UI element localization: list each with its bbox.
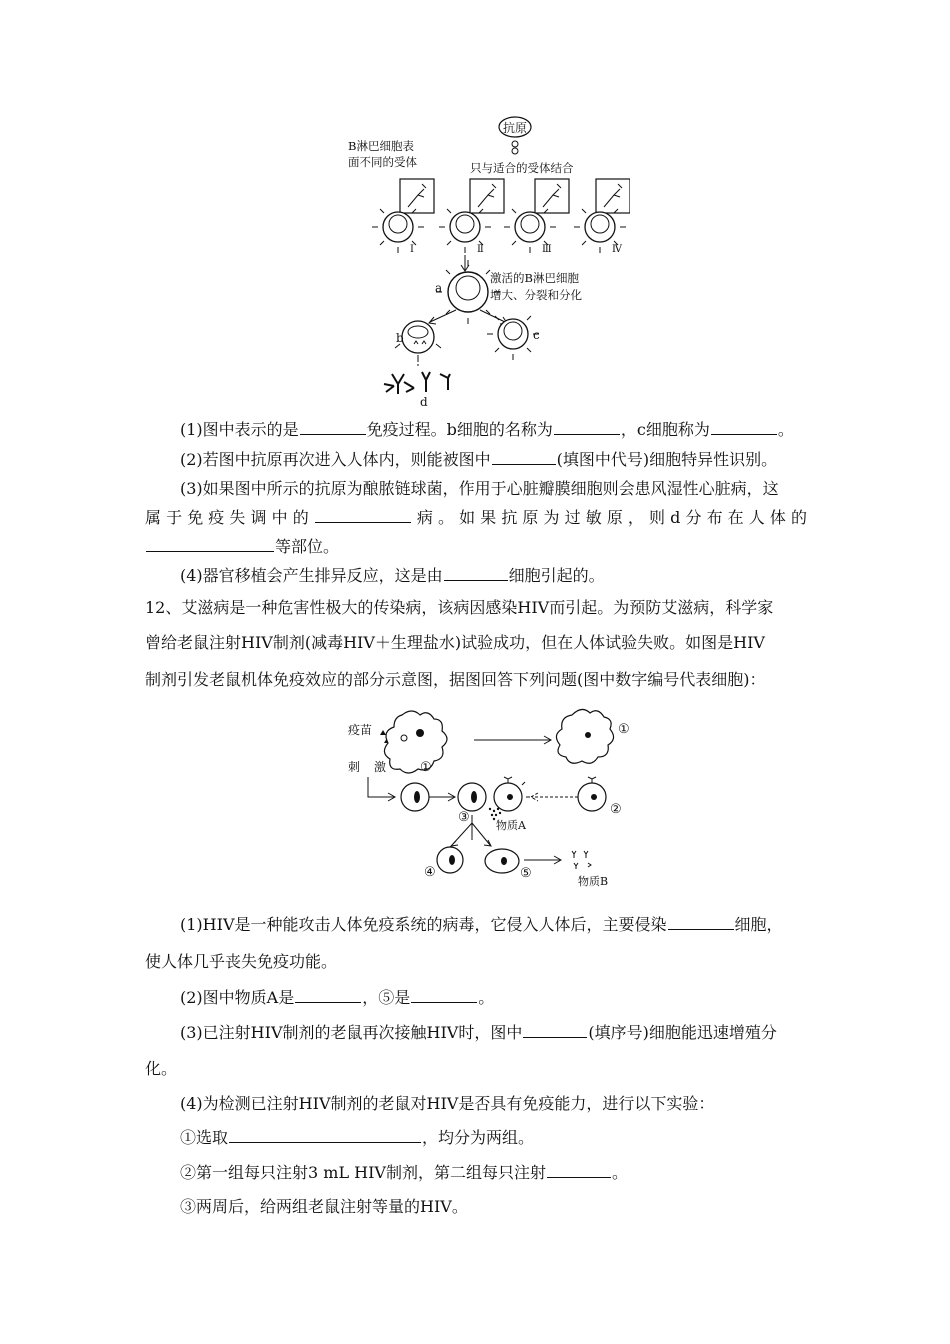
q12-intro-2-text: 曾给老鼠注射HIV制剂(减毒HIV＋生理盐水)试验成功，但在人体试验失败。如图是HIV	[145, 633, 765, 652]
q12-intro-3	[145, 669, 807, 691]
q12-intro-3-text: 制剂引发老鼠机体免疫效应的部分示意图，据图回答下列问题(图中数字编号代表细胞)：	[145, 670, 766, 689]
q12-intro-2	[145, 632, 807, 654]
antibodies-d	[384, 372, 450, 394]
cell-label-1: Ⅰ	[410, 244, 414, 255]
macrophage-right	[556, 709, 613, 763]
q12-p3-line2: 化。	[145, 1059, 178, 1078]
substance-a-label: 物质A	[496, 819, 526, 832]
q11-p4-blank[interactable]	[444, 565, 508, 581]
q12-p1-a: (1)HIV是一种能攻击人体免疫系统的病毒，它侵入人体后，主要侵染	[180, 915, 667, 934]
branch-arrows	[451, 815, 491, 846]
figure-hiv-immune	[340, 705, 640, 890]
q12-step1	[180, 1127, 807, 1149]
q11-part3-line3	[145, 536, 807, 558]
q11-p1-a: (1)图中表示的是	[180, 420, 299, 439]
arrow-to-substance-b	[524, 856, 561, 864]
cell-5	[485, 849, 519, 873]
memory-cell-c	[487, 316, 539, 360]
num-1-left: ①	[420, 760, 432, 775]
q11-part4	[180, 565, 807, 587]
q12-p2-a: (2)图中物质A是	[180, 988, 295, 1007]
arrow-to-b	[429, 310, 456, 324]
macrophage-right-nucleus	[585, 732, 591, 738]
q11-p3-l2a: 属于免疫失调中的	[145, 508, 314, 527]
figure-hiv-immune-svg	[340, 705, 640, 890]
label-b: b	[396, 331, 404, 345]
q11-p3-l3: 等部位。	[275, 537, 340, 556]
arrow-to-c	[480, 310, 507, 324]
q11-p1-blank1[interactable]	[300, 419, 366, 435]
q12-p3-a: (3)已注射HIV制剂的老鼠再次接触HIV时，图中	[180, 1023, 523, 1042]
q11-p3-l2b: 病。如果抗原为过敏原，则d分布在人体的	[411, 508, 807, 527]
q11-p2-blank[interactable]	[492, 449, 556, 465]
q11-p3-l1: (3)如果图中所示的抗原为酿脓链球菌，作用于心脏瓣膜细胞则会患风湿性心脏病，这	[180, 479, 779, 498]
cell-contact	[494, 777, 530, 811]
q11-p4-a: (4)器官移植会产生排异反应，这是由	[180, 566, 443, 585]
q11-p3-blank2[interactable]	[146, 536, 274, 552]
left-label-2: 面不同的受体	[348, 155, 417, 169]
q11-p2-b: (填图中代号)细胞特异性识别。	[556, 450, 778, 469]
label-d: d	[420, 395, 428, 409]
q11-part3-line1	[180, 478, 807, 500]
q12-s2-blank[interactable]	[547, 1162, 611, 1178]
q12-part1-line1	[180, 914, 807, 936]
q12-step2	[180, 1162, 807, 1184]
antigen-link-1	[512, 141, 518, 147]
q12-p4-text: (4)为检测已注射HIV制剂的老鼠对HIV是否具有免疫能力，进行以下实验：	[180, 1094, 715, 1113]
q11-p1-blank3[interactable]	[711, 419, 777, 435]
q11-p3-blank1[interactable]	[315, 507, 411, 523]
q12-part2	[180, 987, 807, 1009]
q12-s3-text: ③两周后，给两组老鼠注射等量的HIV。	[180, 1197, 468, 1216]
substance-b-label: 物质B	[578, 875, 609, 888]
t-cell-1	[401, 783, 434, 811]
q11-p4-b: 细胞引起的。	[508, 566, 605, 585]
q12-step3	[180, 1196, 807, 1218]
q12-part4	[180, 1093, 807, 1115]
q12-s1-blank[interactable]	[229, 1127, 421, 1143]
q12-p3-b: (填序号)细胞能迅速增殖分	[588, 1023, 777, 1042]
arrow-to-macrophage-right	[474, 736, 551, 744]
num-3: ③	[458, 810, 470, 825]
arrow-cell1-cell3	[434, 793, 455, 801]
q12-p3-blank[interactable]	[523, 1022, 587, 1038]
macrophage-left-nucleus	[416, 729, 424, 737]
stim-label-2: 激	[374, 760, 387, 774]
vaccine-label: 疫苗	[348, 723, 373, 737]
q11-p1-b: 免疫过程。b细胞的名称为	[366, 420, 553, 439]
macrophage-left	[384, 711, 447, 773]
q12-p2-blank2[interactable]	[411, 987, 477, 1003]
cell-label-3: Ⅲ	[542, 244, 552, 255]
match-label: 只与适合的受体结合	[470, 161, 574, 175]
receptor-box-4	[596, 179, 630, 213]
stim-arrow	[368, 777, 395, 801]
q11-part1	[180, 419, 807, 441]
q11-p1-d: 。	[777, 420, 794, 439]
q12-p1-line2: 使人体几乎丧失免疫功能。	[145, 952, 338, 971]
substance-b-antibodies	[572, 851, 591, 869]
figure-b-cell-activation	[330, 112, 630, 412]
num-1-right: ①	[618, 722, 630, 737]
cell-2	[578, 777, 606, 811]
arrow-cell2	[531, 793, 578, 801]
stim-label-1: 刺	[348, 760, 361, 774]
q12-intro-1-text: 12、艾滋病是一种危害性极大的传染病，该病因感染HIV而引起。为预防艾滋病，科学家	[145, 598, 774, 617]
q12-p2-b: ，⑤是	[362, 988, 411, 1007]
q11-p2-a: (2)若图中抗原再次进入人体内，则能被图中	[180, 450, 491, 469]
q12-part3-line1	[180, 1022, 807, 1044]
q12-part3-line2	[145, 1058, 807, 1080]
q11-part3-line2	[145, 507, 807, 529]
cell-label-2: Ⅱ	[477, 244, 484, 255]
q11-p1-blank2[interactable]	[554, 419, 620, 435]
q12-s1-b: ，均分为两组。	[422, 1128, 535, 1147]
q12-s2-b: 。	[611, 1163, 628, 1182]
q12-part1-line2	[145, 951, 807, 973]
receptor-box-3	[535, 179, 569, 213]
receptor-box-2	[470, 179, 504, 213]
activated-label-2: 增大、分裂和分化	[490, 288, 582, 302]
b-cell-1	[372, 209, 424, 253]
cell-3	[458, 783, 486, 811]
q12-p1-blank[interactable]	[668, 914, 734, 930]
label-a: a	[435, 281, 443, 295]
q12-intro-1	[145, 597, 807, 619]
q12-p2-c: 。	[478, 988, 495, 1007]
label-c: c	[533, 328, 540, 342]
q11-part2	[180, 449, 807, 471]
activated-label-1: 激活的B淋巴细胞	[490, 271, 579, 285]
q12-s1-a: ①选取	[180, 1128, 229, 1147]
num-5: ⑤	[520, 866, 532, 881]
q12-s2-a: ②第一组每只注射3 mL HIV制剂，第二组每只注射	[180, 1163, 546, 1182]
figure-b-cell-activation-svg	[330, 112, 630, 412]
antigen-label: 抗原	[502, 121, 528, 135]
antigen-link-2	[512, 148, 518, 154]
q12-p1-b: 细胞，	[734, 915, 783, 934]
left-label-1: B淋巴细胞表	[348, 139, 414, 153]
macrophage-left-vacuole	[401, 735, 407, 741]
cell-label-4: Ⅳ	[612, 244, 622, 255]
q12-p2-blank1[interactable]	[295, 987, 361, 1003]
receptor-box-1	[400, 179, 434, 213]
num-4: ④	[424, 865, 436, 880]
cell-4	[437, 847, 463, 873]
num-2: ②	[610, 802, 622, 817]
q11-p1-c: ，c细胞称为	[620, 420, 710, 439]
